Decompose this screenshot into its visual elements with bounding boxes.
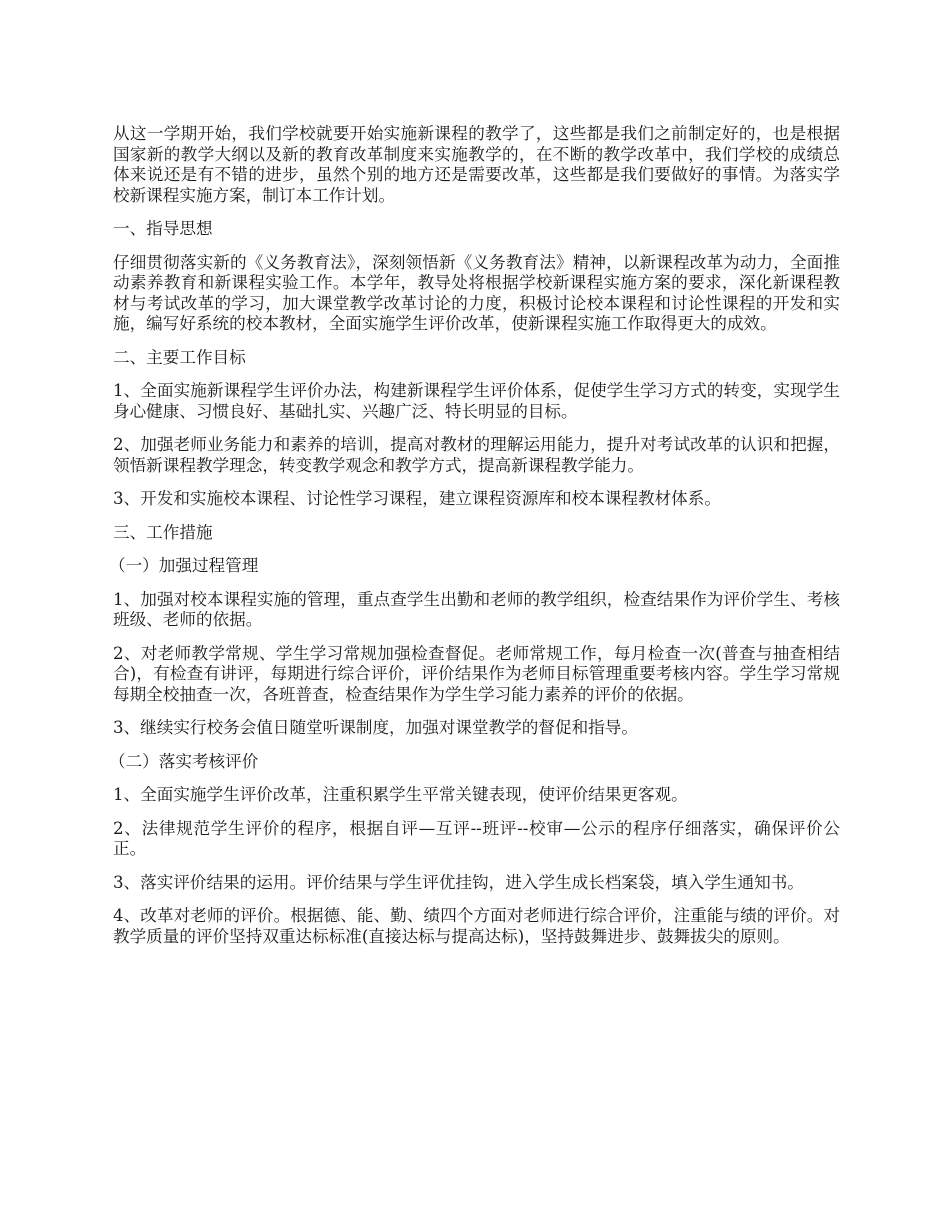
document-page: [109, 124, 840, 960]
section-2-heading: 二、主要工作目标: [113, 347, 246, 367]
process-item-1: 1、加强对校本课程实施的管理，重点查学生出勤和老师的教学组织，检查结果作为评价学生、考核班级、老师的依据。: [113, 589, 840, 629]
section-1-heading: 一、指导思想: [113, 219, 213, 238]
section-1-body: 仔细贯彻落实新的《义务教育法》，深刻领悟新《义务教育法》精神，以新课程改革为动力，全面推动素养教育和新课程实验工作。本学年，教导处将根据学校新课程实施方案的要求，深化新课程教材与考试改革的学习，加大课堂教学改革讨论的力度，积极讨论校本课程和讨论性课程的开发和实施，编写好系统的校本教材，全面实施学生评价改革，使新课程实施工作取得更大的成效。: [113, 252, 840, 333]
evaluation-item-3: 3、落实评价结果的运用。评价结果与学生评优挂钩，进入学生成长档案袋，填入学生通知书。: [113, 872, 804, 892]
goal-item-1: 1、全面实施新课程学生评价办法，构建新课程学生评价体系，促使学生学习方式的转变，实现学生身心健康、习惯良好、基础扎实、兴趣广泛、特长明显的目标。: [113, 381, 840, 421]
process-item-3: 3、继续实行校务会值日随堂听课制度，加强对课堂教学的督促和指导。: [113, 718, 638, 737]
goal-item-3: 3、开发和实施校本课程、讨论性学习课程，建立课程资源库和校本课程教材体系。: [113, 489, 721, 508]
section-3-heading: 三、工作措施: [113, 522, 213, 542]
intro-paragraph: 从这一学期开始，我们学校就要开始实施新课程的教学了，这些都是我们之前制定好的，也是根据国家新的教学大纲以及新的教育改革制度来实施教学的，在不断的教学改革中，我们学校的成绩总体来说还是有不错的进步，虽然个别的地方还是需要改革，这些都是我们要做好的事情。为落实学校新课程实施方案，制订本工作计划。: [113, 124, 840, 205]
subsection-2-heading: （二）落实考核评价: [109, 751, 259, 771]
evaluation-item-1: 1、全面实施学生评价改革，注重积累学生平常关键表现，使评价结果更客观。: [113, 785, 688, 804]
goal-item-2: 2、加强老师业务能力和素养的培训，提高对教材的理解运用能力，提升对考试改革的认识和把握，领悟新课程教学理念，转变教学观念和教学方式，提高新课程教学能力。: [113, 435, 840, 475]
evaluation-item-2: 2、法律规范学生评价的程序，根据自评—互评--班评--校审—公示的程序仔细落实，确保评价公正。: [113, 818, 840, 858]
process-item-2: 2、对老师教学常规、学生学习常规加强检查督促。老师常规工作，每月检查一次(普查与抽查相结合)，有检查有讲评，每期进行综合评价，评价结果作为老师目标管理重要考核内容。学生学习常规每期全校抽查一次，各班普查，检查结果作为学生学习能力素养的评价的依据。: [113, 643, 840, 704]
subsection-1-heading: （一）加强过程管理: [109, 556, 259, 575]
evaluation-item-4: 4、改革对老师的评价。根据德、能、勤、绩四个方面对老师进行综合评价，注重能与绩的评价。对教学质量的评价坚持双重达标标准(直接达标与提高达标)，坚持鼓舞进步、鼓舞拔尖的原则。: [113, 906, 840, 946]
